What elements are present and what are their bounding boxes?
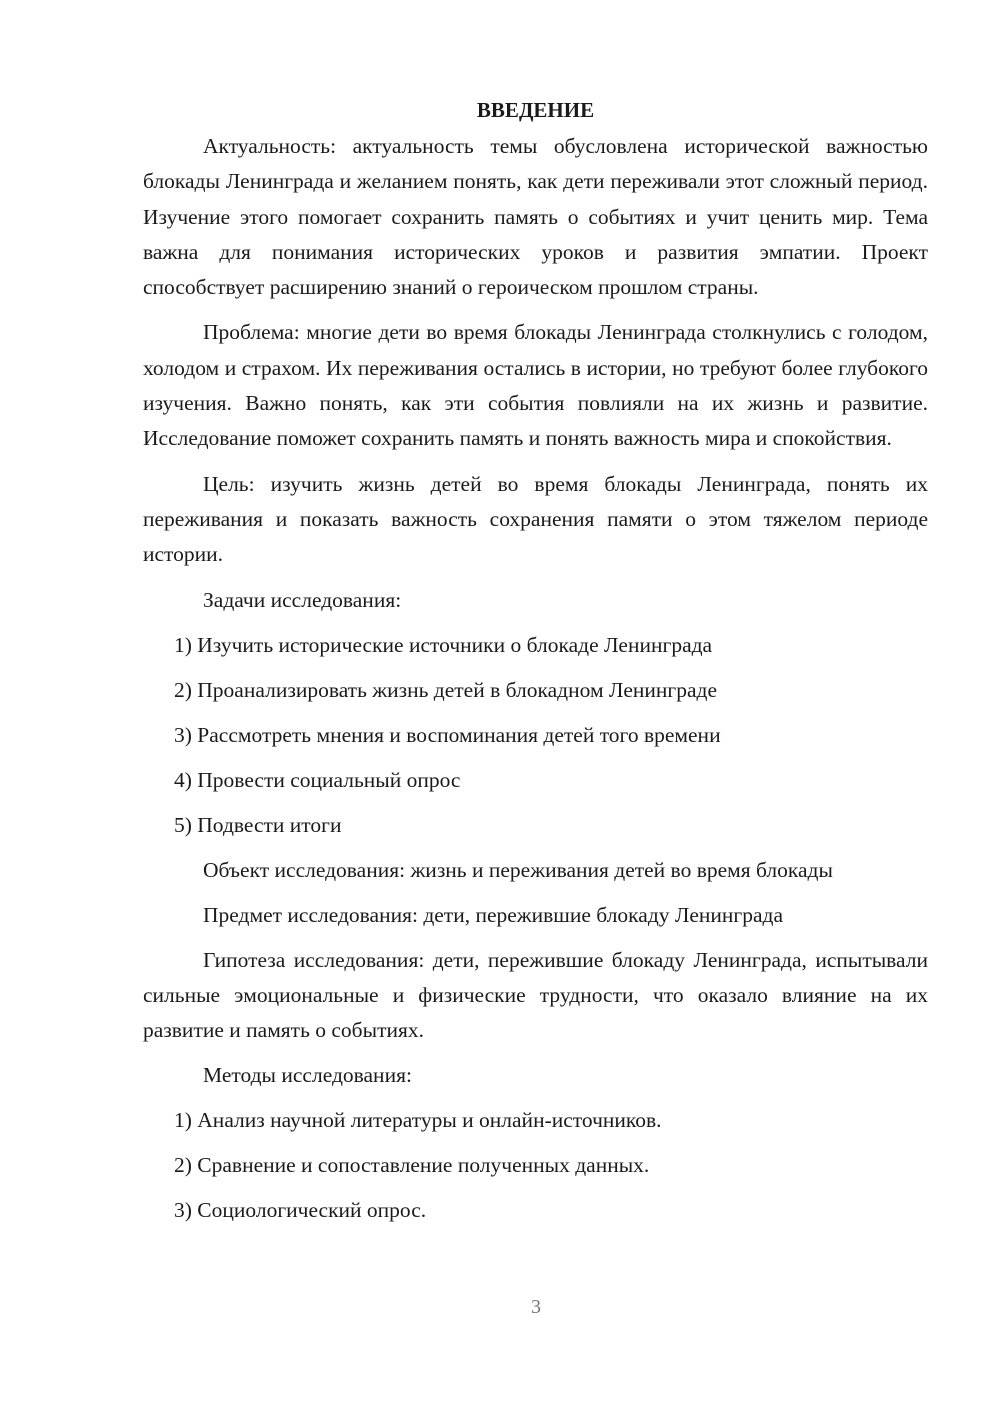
task-item: 1) Изучить исторические источники о блокаде Ленинграда: [174, 632, 713, 657]
tasks-list: [143, 628, 928, 843]
page-number: 3: [531, 1296, 541, 1318]
hypothesis-paragraph: Гипотеза исследования: дети, пережившие блокаду Ленинграда, испытывали сильные эмоциональные и физические трудности, что оказало влияние на их развитие и память о событиях.: [143, 947, 928, 1043]
document-page: [143, 92, 928, 1238]
task-item: 5) Подвести итоги: [174, 812, 342, 837]
task-item: 3) Рассмотреть мнения и воспоминания детей того времени: [174, 722, 721, 747]
methods-heading: Методы исследования:: [203, 1063, 412, 1088]
method-item: 2) Сравнение и сопоставление полученных данных.: [174, 1153, 650, 1178]
tasks-heading: Задачи исследования:: [203, 587, 402, 612]
goal-paragraph: Цель: изучить жизнь детей во время блокады Ленинграда, понять их переживания и показать важность сохранения памяти о этом тяжелом периоде истории.: [143, 471, 928, 567]
method-item: 3) Социологический опрос.: [174, 1198, 427, 1223]
task-item: 2) Проанализировать жизнь детей в блокадном Ленинграде: [174, 677, 718, 702]
research-subject: Предмет исследования: дети, пережившие блокаду Ленинграда: [203, 902, 783, 927]
research-object: Объект исследования: жизнь и переживания детей во время блокады: [203, 857, 833, 882]
method-item: 1) Анализ научной литературы и онлайн-источников.: [174, 1108, 662, 1133]
task-item: 4) Провести социальный опрос: [174, 767, 461, 792]
section-title: ВВЕДЕНИЕ: [476, 98, 595, 122]
problem-paragraph: Проблема: многие дети во время блокады Ленинграда столкнулись с голодом, холодом и страхом. Их переживания остались в истории, но требуют более глубокого изучения. Важно понять, как эти события повлияли на их жизнь и развитие. Исследование поможет сохранить память и понять важность мира и спокойствия.: [143, 320, 928, 451]
methods-list: [143, 1103, 928, 1228]
relevance-paragraph: Актуальность: актуальность темы обусловлена исторической важностью блокады Ленинграда и желанием понять, как дети переживали этот сложный период. Изучение этого помогает сохранить память о событиях и учит ценить мир. Тема важна для понимания исторических уроков и развития эмпатии. Проект способствует расширению знаний о героическом прошлом страны.: [143, 134, 928, 300]
